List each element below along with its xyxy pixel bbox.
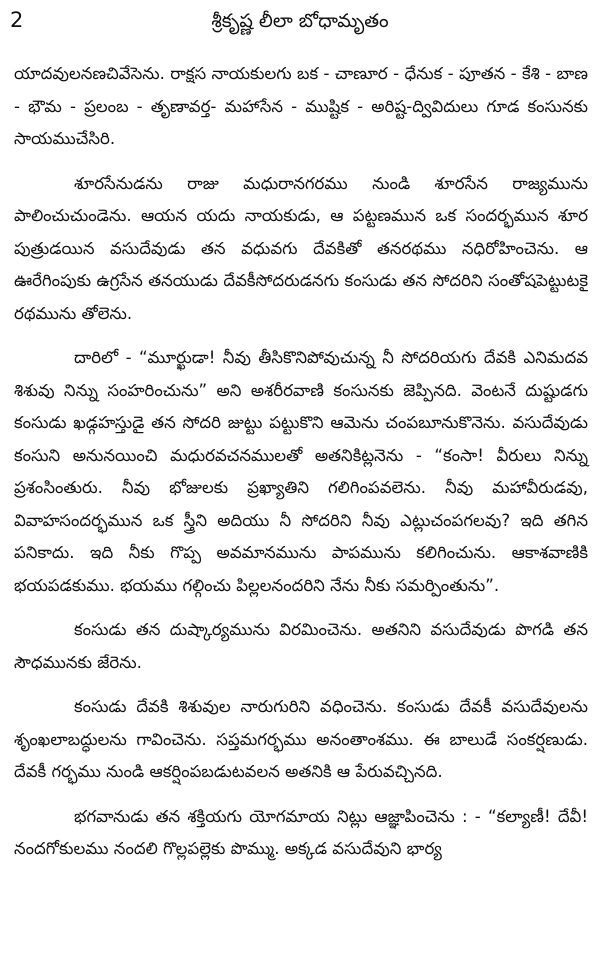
page-body (14, 58, 588, 866)
paragraph-3: దారిలో - “మూర్ఖుడా! నీవు తీసికొనిపోవుచున్న నీ సోదరియగు దేవకి ఎనిమదవ శిశువు నిన్ను సంహరించును” అని అశరీరవాణి కంసునకు జెప్పినది. వెంటనే దుష్టుడగు కంసుడు ఖడ్గహస్తుడై తన సోదరి జుట్టు పట్టుకొని ఆమెను చంపబూనుకొనెను. వసుదేవుడు కంసుని అనునయించి మధురవచనములతో అతనికిట్లనెను - “కంసా! వీరులు నిన్ను ప్రశంసింతురు. నీవు భోజులకు ప్రఖ్యాతిని గలిగింపవలెను. నీవు మహావీరుడవు, వివాహసందర్భమున ఒక స్త్రీని అదియు నీ సోదరిని నీవు ఎట్లుచంపగలవు? ఇది తగిన పనికాదు. ఇది నీకు గొప్ప అవమానమును పాపమును కలిగించును. ఆకాశవాణికి భయపడకుము. భయము గల్గించు పిల్లలనందరిని నేను నీకు సమర్పింతును”. (14, 348, 588, 595)
paragraph-5: కంసుడు దేవకి శిశువుల నారుగురిని వధించెను. కంసుడు దేవకీ వసుదేవులను శృంఖలాబద్ధులను గావించెను. సప్తమగర్భము అనంతాంశము. ఈ బాలుడే సంకర్షణుడు. దేవకీ గర్భము నుండి ఆకర్షింపబడుటవలన అతనికి ఆ పేరువచ్చినది. (14, 697, 588, 781)
paragraph-6: భగవానుడు తన శక్తియగు యోగమాయ నిట్లు ఆజ్ఞాపించెను : - “కల్యాణీ! దేవీ! నందగోకులము నందలి గొల్లపల్లెకు పొమ్ము. అక్కడ వసుదేవుని భార్య (14, 806, 588, 858)
paragraph-1: యాదవులనణచివేసెను. రాక్షస నాయకులగు బక - చాణూర - ధేనుక - పూతన - కేశి - బాణ - భౌమ - ప్రలంబ - తృణావర్త- మహాసేన - ముష్టిక - అరిష్ట-ద్వివిదులు గూడ కంసునకు సాయముచేసిరి. (14, 64, 588, 148)
paragraph-2: శూరసేనుడను రాజు మధురానగరము నుండి శూరసేన రాజ్యమును పాలించుచుండెను. ఆయన యదు నాయకుడు, ఆ పట్టణమున ఒక సందర్భమున శూర పుత్రుడయిన వసుదేవుడు తన వధువగు దేవకితో తనరథము నధిరోహించెను. ఆ ఊరేగింపుకు ఉగ్రసేన తనయుడు దేవకీసోదరుడనగు కంసుడు తన సోదరిని సంతోషపెట్టుటకై రథమును తోలెను. (14, 173, 588, 323)
page-header (0, 0, 600, 44)
running-title: శ్రీకృష్ణ లీలా బోధామృతం (211, 10, 389, 32)
page-number: 2 (10, 8, 24, 32)
paragraph-4: కంసుడు తన దుష్కార్యమును విరమించెను. అతనిని వసుదేవుడు పొగడి తన సౌధమునకు జేరెను. (14, 620, 588, 672)
